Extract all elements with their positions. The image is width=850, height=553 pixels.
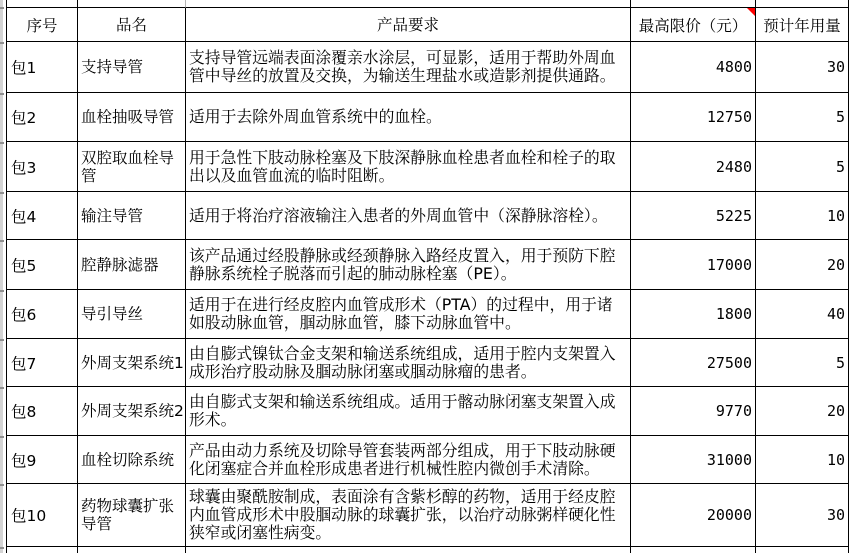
table-row [7,484,850,547]
row-gridline-stub [0,484,4,486]
row-gridline-stub [0,142,4,144]
empty-cell [631,0,756,8]
row-gridline-stub [0,240,4,242]
empty-cell [186,0,631,8]
empty-cell [631,547,756,553]
table-row-partial-bottom [7,547,850,553]
max-price-cell[interactable]: 9770 [631,387,756,436]
empty-cell [186,547,631,553]
product-name-cell[interactable]: 腔静脉滤器 [78,240,186,290]
spreadsheet-table [6,0,850,553]
row-gridline-stub [0,93,4,95]
product-requirements-cell[interactable]: 适用于将治疗溶液输注入患者的外周血管中（深静脉溶栓）。 [186,192,631,240]
max-price-cell[interactable]: 4800 [631,42,756,93]
sheet-edge-strip [0,0,3,553]
product-name-cell[interactable]: 支持导管 [78,42,186,93]
max-price-cell[interactable]: 20000 [631,484,756,547]
max-price-cell[interactable]: 17000 [631,240,756,290]
product-requirements-cell[interactable]: 用于急性下肢动脉栓塞及下肢深静脉血栓患者血栓和栓子的取出以及血管血流的临时阻断。 [186,142,631,192]
annual-usage-cell[interactable]: 40 [756,290,849,339]
max-price-cell[interactable]: 27500 [631,339,756,387]
table-row [7,42,850,93]
table-row-partial-top [7,0,850,8]
annual-usage-cell[interactable]: 20 [756,240,849,290]
max-price-cell[interactable]: 31000 [631,436,756,484]
product-name-cell[interactable]: 药物球囊扩张导管 [78,484,186,547]
package-id-cell[interactable]: 包8 [7,387,78,436]
product-requirements-cell[interactable]: 由自膨式支架和输送系统组成。适用于髂动脉闭塞支架置入成形术。 [186,387,631,436]
product-name-cell[interactable]: 血栓切除系统 [78,436,186,484]
row-gridline-stub [0,42,4,44]
row-gridline-stub [0,290,4,292]
product-name-cell[interactable]: 外周支架系统1 [78,339,186,387]
package-id-cell[interactable]: 包6 [7,290,78,339]
product-name-cell[interactable]: 血栓抽吸导管 [78,93,186,142]
empty-cell [78,0,186,8]
package-id-cell[interactable]: 包7 [7,339,78,387]
package-id-cell[interactable]: 包4 [7,192,78,240]
table-row [7,290,850,339]
table-row [7,387,850,436]
empty-cell [7,0,78,8]
product-requirements-cell[interactable]: 适用于去除外周血管系统中的血栓。 [186,93,631,142]
table-header-row [7,8,850,42]
product-requirements-cell[interactable]: 球囊由聚酰胺制成，表面涂有含紫杉醇的药物，适用于经皮腔内血管成形术中股腘动脉的球囊扩张，以治疗动脉粥样硬化性狭窄或闭塞性病变。 [186,484,631,547]
product-requirements-cell[interactable]: 适用于在进行经皮腔内血管成形术（PTA）的过程中，用于诸如股动脉血管，腘动脉血管，膝下动脉血管中。 [186,290,631,339]
annual-usage-cell[interactable]: 5 [756,93,849,142]
header-serial-number[interactable]: 序号 [7,8,78,42]
annual-usage-cell[interactable]: 30 [756,42,849,93]
row-gridline-stub [0,192,4,194]
row-gridline-stub [0,387,4,389]
table-row [7,192,850,240]
product-name-cell[interactable]: 双腔取血栓导管 [78,142,186,192]
package-id-cell[interactable]: 包1 [7,42,78,93]
row-gridline-stub [0,547,4,549]
product-requirements-cell[interactable]: 该产品通过经股静脉或经颈静脉入路经皮置入，用于预防下腔静脉系统栓子脱落而引起的肺动脉栓塞（PE）。 [186,240,631,290]
table-row [7,339,850,387]
header-product-name[interactable]: 品名 [78,8,186,42]
annual-usage-cell[interactable]: 30 [756,484,849,547]
annual-usage-cell[interactable]: 5 [756,339,849,387]
package-id-cell[interactable]: 包10 [7,484,78,547]
row-gridline-stub [0,339,4,341]
product-name-cell[interactable]: 输注导管 [78,192,186,240]
empty-cell [756,0,849,8]
package-id-cell[interactable]: 包2 [7,93,78,142]
product-requirements-cell[interactable]: 由自膨式镍钛合金支架和输送系统组成，适用于腔内支架置入成形治疗股动脉及腘动脉闭塞或腘动脉瘤的患者。 [186,339,631,387]
max-price-cell[interactable]: 2480 [631,142,756,192]
max-price-cell[interactable]: 1800 [631,290,756,339]
header-product-requirements[interactable]: 产品要求 [186,8,631,42]
max-price-cell[interactable]: 5225 [631,192,756,240]
product-requirements-cell[interactable]: 产品由动力系统及切除导管套装两部分组成，用于下肢动脉硬化闭塞症合并血栓形成患者进行机械性腔内微创手术清除。 [186,436,631,484]
product-requirements-cell[interactable]: 支持导管远端表面涂覆亲水涂层，可显影，适用于帮助外周血管中导丝的放置及交换，为输送生理盐水或造影剂提供通路。 [186,42,631,93]
table-row [7,436,850,484]
table-row [7,142,850,192]
table-row [7,240,850,290]
max-price-cell[interactable]: 12750 [631,93,756,142]
annual-usage-cell[interactable]: 10 [756,436,849,484]
empty-cell [756,547,849,553]
annual-usage-cell[interactable]: 5 [756,142,849,192]
header-max-price-label: 最高限价（元） [638,16,748,35]
row-gridline-stub [0,436,4,438]
annual-usage-cell[interactable]: 20 [756,387,849,436]
empty-cell [78,547,186,553]
row-gridline-stub [0,7,4,9]
table-row [7,93,850,142]
package-id-cell[interactable]: 包9 [7,436,78,484]
product-name-cell[interactable]: 外周支架系统2 [78,387,186,436]
header-annual-usage[interactable]: 预计年用量 [756,8,849,42]
annual-usage-cell[interactable]: 10 [756,192,849,240]
package-id-cell[interactable]: 包3 [7,142,78,192]
product-name-cell[interactable]: 导引导丝 [78,290,186,339]
comment-indicator-icon [747,8,755,16]
package-id-cell[interactable]: 包5 [7,240,78,290]
header-max-price[interactable] [631,8,756,42]
empty-cell [7,547,78,553]
